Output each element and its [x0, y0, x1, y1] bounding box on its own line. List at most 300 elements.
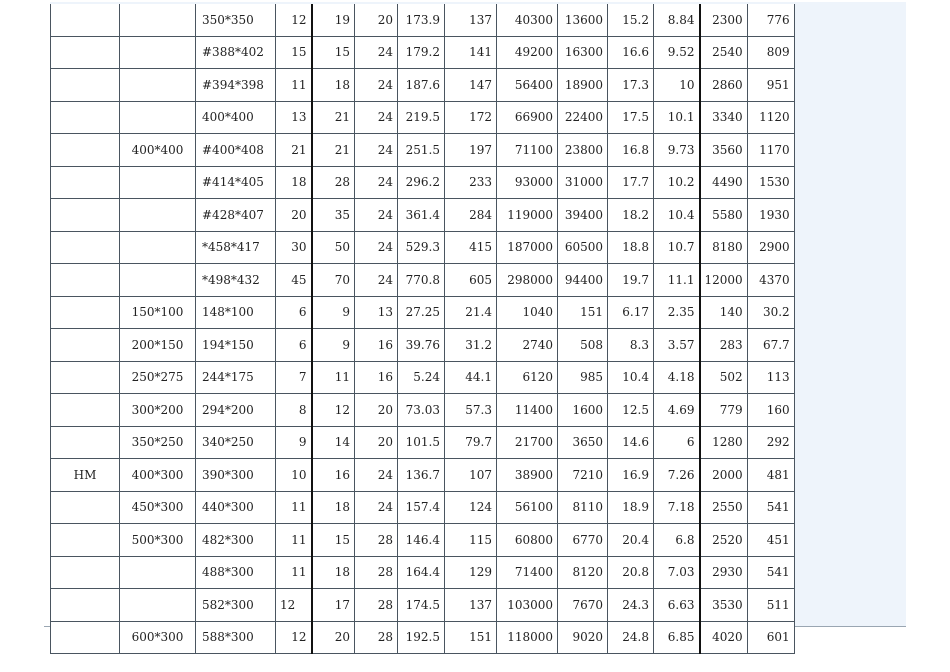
cell-iy: 8120	[558, 556, 608, 589]
cell-t2: 18	[312, 491, 355, 524]
cell-iy: 7670	[558, 589, 608, 622]
cell-ix: 103000	[497, 589, 558, 622]
cell-series	[51, 394, 120, 427]
cell-r: 16	[355, 361, 398, 394]
cell-weight: 141	[445, 36, 497, 69]
cell-weight: 172	[445, 101, 497, 134]
cell-rx: 18.2	[608, 199, 654, 232]
cell-zy: 1170	[747, 134, 794, 167]
cell-weight: 21.4	[445, 296, 497, 329]
cell-series	[51, 4, 120, 36]
cell-r: 24	[355, 134, 398, 167]
cell-rx: 16.6	[608, 36, 654, 69]
cell-nominal-size: 200*150	[120, 329, 196, 362]
cell-section-size: #414*405	[196, 166, 276, 199]
cell-t2: 15	[312, 36, 355, 69]
cell-zy: 541	[747, 556, 794, 589]
cell-t1: 11	[276, 491, 312, 524]
cell-section-size: 194*150	[196, 329, 276, 362]
cell-r: 28	[355, 589, 398, 622]
cell-t2: 9	[312, 296, 355, 329]
cell-zy: 776	[747, 4, 794, 36]
cell-weight: 31.2	[445, 329, 497, 362]
cell-zx: 2860	[700, 69, 748, 102]
cell-area: 157.4	[398, 491, 445, 524]
cell-series	[51, 621, 120, 654]
cell-ix: 1040	[497, 296, 558, 329]
cell-t1: 11	[276, 69, 312, 102]
table-row	[51, 491, 795, 524]
table-row	[51, 524, 795, 557]
cell-t1: 12	[276, 621, 312, 654]
cell-weight: 137	[445, 4, 497, 36]
cell-zy: 30.2	[747, 296, 794, 329]
cell-rx: 14.6	[608, 426, 654, 459]
cell-zx: 283	[700, 329, 748, 362]
cell-area: 73.03	[398, 394, 445, 427]
cell-nominal-size	[120, 4, 196, 36]
cell-zx: 1280	[700, 426, 748, 459]
cell-t2: 21	[312, 134, 355, 167]
table-row	[51, 101, 795, 134]
cell-r: 24	[355, 491, 398, 524]
cell-rx: 17.7	[608, 166, 654, 199]
cell-section-size: #388*402	[196, 36, 276, 69]
cell-iy: 1600	[558, 394, 608, 427]
cell-area: 39.76	[398, 329, 445, 362]
cell-iy: 7210	[558, 459, 608, 492]
cell-ry: 6	[654, 426, 700, 459]
cell-ry: 10.4	[654, 199, 700, 232]
cell-zy: 481	[747, 459, 794, 492]
cell-ry: 4.69	[654, 394, 700, 427]
cell-rx: 16.9	[608, 459, 654, 492]
cell-ix: 60800	[497, 524, 558, 557]
cell-ry: 10.2	[654, 166, 700, 199]
cell-ry: 10	[654, 69, 700, 102]
cell-rx: 20.4	[608, 524, 654, 557]
cell-t1: 6	[276, 329, 312, 362]
cell-area: 174.5	[398, 589, 445, 622]
cell-ry: 3.57	[654, 329, 700, 362]
cell-weight: 197	[445, 134, 497, 167]
cell-area: 136.7	[398, 459, 445, 492]
cell-rx: 16.8	[608, 134, 654, 167]
cell-t1: 9	[276, 426, 312, 459]
cell-series	[51, 231, 120, 264]
cell-ix: 11400	[497, 394, 558, 427]
cell-weight: 147	[445, 69, 497, 102]
cell-zx: 502	[700, 361, 748, 394]
cell-zx: 2930	[700, 556, 748, 589]
table-row	[51, 69, 795, 102]
cell-t1: 12	[276, 589, 312, 622]
cell-ry: 7.03	[654, 556, 700, 589]
cell-t2: 70	[312, 264, 355, 297]
cell-section-size: 400*400	[196, 101, 276, 134]
cell-t2: 16	[312, 459, 355, 492]
cell-t2: 15	[312, 524, 355, 557]
cell-ix: 118000	[497, 621, 558, 654]
cell-t2: 18	[312, 556, 355, 589]
cell-rx: 8.3	[608, 329, 654, 362]
cell-zx: 3560	[700, 134, 748, 167]
cell-t1: 11	[276, 556, 312, 589]
cell-r: 20	[355, 394, 398, 427]
cell-nominal-size	[120, 231, 196, 264]
cell-nominal-size: 300*200	[120, 394, 196, 427]
cell-weight: 107	[445, 459, 497, 492]
cell-section-size: 390*300	[196, 459, 276, 492]
cell-nominal-size	[120, 166, 196, 199]
cell-section-size: 588*300	[196, 621, 276, 654]
cell-t1: 7	[276, 361, 312, 394]
cell-t1: 11	[276, 524, 312, 557]
cell-zx: 12000	[700, 264, 748, 297]
cell-ry: 8.84	[654, 4, 700, 36]
cell-ix: 2740	[497, 329, 558, 362]
table-row	[51, 199, 795, 232]
cell-zy: 67.7	[747, 329, 794, 362]
cell-ry: 7.18	[654, 491, 700, 524]
cell-area: 101.5	[398, 426, 445, 459]
cell-nominal-size: 500*300	[120, 524, 196, 557]
cell-rx: 17.5	[608, 101, 654, 134]
table-row	[51, 394, 795, 427]
cell-section-size: #394*398	[196, 69, 276, 102]
cell-nominal-size	[120, 264, 196, 297]
cell-series	[51, 491, 120, 524]
cell-ix: 119000	[497, 199, 558, 232]
cell-section-size: 582*300	[196, 589, 276, 622]
cell-series: HM	[51, 459, 120, 492]
cell-ry: 4.18	[654, 361, 700, 394]
cell-t1: 6	[276, 296, 312, 329]
cell-ry: 10.7	[654, 231, 700, 264]
cell-iy: 151	[558, 296, 608, 329]
cell-rx: 12.5	[608, 394, 654, 427]
cell-zy: 601	[747, 621, 794, 654]
cell-nominal-size	[120, 556, 196, 589]
cell-rx: 17.3	[608, 69, 654, 102]
cell-zy: 1530	[747, 166, 794, 199]
cell-nominal-size	[120, 36, 196, 69]
cell-t1: 30	[276, 231, 312, 264]
cell-nominal-size: 400*300	[120, 459, 196, 492]
cell-ix: 21700	[497, 426, 558, 459]
cell-series	[51, 166, 120, 199]
cell-ix: 49200	[497, 36, 558, 69]
cell-t2: 18	[312, 69, 355, 102]
cell-area: 173.9	[398, 4, 445, 36]
cell-r: 24	[355, 166, 398, 199]
cell-ix: 56100	[497, 491, 558, 524]
cell-nominal-size: 250*275	[120, 361, 196, 394]
cell-zx: 3530	[700, 589, 748, 622]
cell-ry: 2.35	[654, 296, 700, 329]
cell-zy: 511	[747, 589, 794, 622]
cell-zy: 2900	[747, 231, 794, 264]
cell-zy: 1930	[747, 199, 794, 232]
cell-iy: 3650	[558, 426, 608, 459]
cell-t2: 20	[312, 621, 355, 654]
cell-zx: 3340	[700, 101, 748, 134]
cell-r: 24	[355, 36, 398, 69]
cell-nominal-size	[120, 199, 196, 232]
cell-iy: 18900	[558, 69, 608, 102]
cell-r: 20	[355, 426, 398, 459]
cell-zx: 4020	[700, 621, 748, 654]
table-row	[51, 329, 795, 362]
cell-zx: 8180	[700, 231, 748, 264]
cell-zy: 113	[747, 361, 794, 394]
cell-r: 24	[355, 264, 398, 297]
cell-iy: 23800	[558, 134, 608, 167]
cell-t2: 17	[312, 589, 355, 622]
table-row	[51, 589, 795, 622]
cell-t2: 28	[312, 166, 355, 199]
cell-weight: 137	[445, 589, 497, 622]
cell-t1: 45	[276, 264, 312, 297]
cell-ry: 10.1	[654, 101, 700, 134]
cell-zy: 951	[747, 69, 794, 102]
table-row	[51, 166, 795, 199]
cell-section-size: *498*432	[196, 264, 276, 297]
cell-r: 16	[355, 329, 398, 362]
cell-series	[51, 69, 120, 102]
cell-area: 164.4	[398, 556, 445, 589]
cell-nominal-size: 450*300	[120, 491, 196, 524]
cell-iy: 60500	[558, 231, 608, 264]
cell-series	[51, 36, 120, 69]
cell-zx: 5580	[700, 199, 748, 232]
cell-ry: 7.26	[654, 459, 700, 492]
table-row	[51, 361, 795, 394]
cell-t2: 50	[312, 231, 355, 264]
table-row	[51, 36, 795, 69]
cell-ry: 6.8	[654, 524, 700, 557]
cell-ix: 56400	[497, 69, 558, 102]
cell-section-size: #400*408	[196, 134, 276, 167]
cell-series	[51, 361, 120, 394]
cell-r: 13	[355, 296, 398, 329]
cell-weight: 605	[445, 264, 497, 297]
cell-r: 24	[355, 199, 398, 232]
cell-series	[51, 296, 120, 329]
cell-t1: 13	[276, 101, 312, 134]
cell-area: 296.2	[398, 166, 445, 199]
cell-iy: 6770	[558, 524, 608, 557]
cell-iy: 985	[558, 361, 608, 394]
cell-area: 529.3	[398, 231, 445, 264]
cell-r: 24	[355, 69, 398, 102]
cell-t2: 12	[312, 394, 355, 427]
cell-ix: 298000	[497, 264, 558, 297]
cell-weight: 284	[445, 199, 497, 232]
cell-series	[51, 589, 120, 622]
cell-ix: 6120	[497, 361, 558, 394]
cell-nominal-size	[120, 101, 196, 134]
table-row	[51, 264, 795, 297]
cell-rx: 18.9	[608, 491, 654, 524]
cell-section-size: 340*250	[196, 426, 276, 459]
cell-series	[51, 101, 120, 134]
cell-zx: 2300	[700, 4, 748, 36]
cell-t2: 14	[312, 426, 355, 459]
table-row	[51, 556, 795, 589]
cell-iy: 16300	[558, 36, 608, 69]
table-row	[51, 296, 795, 329]
cell-ry: 11.1	[654, 264, 700, 297]
cell-rx: 15.2	[608, 4, 654, 36]
cell-rx: 24.3	[608, 589, 654, 622]
cell-iy: 9020	[558, 621, 608, 654]
cell-zy: 1120	[747, 101, 794, 134]
cell-r: 28	[355, 556, 398, 589]
cell-zx: 2520	[700, 524, 748, 557]
cell-t2: 21	[312, 101, 355, 134]
cell-series	[51, 264, 120, 297]
cell-section-size: 244*175	[196, 361, 276, 394]
cell-area: 219.5	[398, 101, 445, 134]
cell-weight: 79.7	[445, 426, 497, 459]
cell-weight: 115	[445, 524, 497, 557]
cell-rx: 24.8	[608, 621, 654, 654]
cell-nominal-size: 150*100	[120, 296, 196, 329]
cell-rx: 20.8	[608, 556, 654, 589]
cell-ix: 66900	[497, 101, 558, 134]
cell-ix: 93000	[497, 166, 558, 199]
cell-ry: 9.52	[654, 36, 700, 69]
table-row	[51, 4, 795, 36]
cell-area: 179.2	[398, 36, 445, 69]
cell-section-size: *458*417	[196, 231, 276, 264]
cell-zy: 292	[747, 426, 794, 459]
cell-series	[51, 329, 120, 362]
cell-t1: 20	[276, 199, 312, 232]
cell-t1: 15	[276, 36, 312, 69]
cell-weight: 129	[445, 556, 497, 589]
cell-area: 770.8	[398, 264, 445, 297]
cell-iy: 508	[558, 329, 608, 362]
table-row	[51, 426, 795, 459]
cell-rx: 18.8	[608, 231, 654, 264]
cell-t1: 21	[276, 134, 312, 167]
cell-zy: 451	[747, 524, 794, 557]
cell-zy: 541	[747, 491, 794, 524]
cell-weight: 44.1	[445, 361, 497, 394]
table-row	[51, 134, 795, 167]
cell-section-size: 148*100	[196, 296, 276, 329]
cell-r: 28	[355, 524, 398, 557]
cell-weight: 415	[445, 231, 497, 264]
cell-weight: 151	[445, 621, 497, 654]
cell-series	[51, 199, 120, 232]
cell-zx: 140	[700, 296, 748, 329]
cell-r: 24	[355, 101, 398, 134]
cell-section-size: 294*200	[196, 394, 276, 427]
cell-iy: 31000	[558, 166, 608, 199]
cell-series	[51, 556, 120, 589]
cell-ix: 71100	[497, 134, 558, 167]
cell-section-size: 482*300	[196, 524, 276, 557]
cell-r: 24	[355, 459, 398, 492]
cell-ix: 187000	[497, 231, 558, 264]
cell-nominal-size: 600*300	[120, 621, 196, 654]
cell-r: 24	[355, 231, 398, 264]
cell-nominal-size	[120, 589, 196, 622]
cell-zy: 4370	[747, 264, 794, 297]
cell-section-size: 488*300	[196, 556, 276, 589]
cell-weight: 233	[445, 166, 497, 199]
cell-section-size: #428*407	[196, 199, 276, 232]
cell-rx: 10.4	[608, 361, 654, 394]
cell-weight: 57.3	[445, 394, 497, 427]
section-properties-table	[50, 4, 795, 654]
cell-area: 146.4	[398, 524, 445, 557]
cell-ry: 9.73	[654, 134, 700, 167]
cell-zx: 779	[700, 394, 748, 427]
cell-ix: 71400	[497, 556, 558, 589]
cell-area: 251.5	[398, 134, 445, 167]
cell-zx: 4490	[700, 166, 748, 199]
cell-ix: 40300	[497, 4, 558, 36]
cell-zy: 160	[747, 394, 794, 427]
cell-series	[51, 134, 120, 167]
cell-zy: 809	[747, 36, 794, 69]
cell-r: 28	[355, 621, 398, 654]
table-row	[51, 459, 795, 492]
cell-iy: 39400	[558, 199, 608, 232]
cell-ry: 6.63	[654, 589, 700, 622]
cell-area: 27.25	[398, 296, 445, 329]
cell-zx: 2000	[700, 459, 748, 492]
cell-r: 20	[355, 4, 398, 36]
cell-t2: 9	[312, 329, 355, 362]
cell-area: 5.24	[398, 361, 445, 394]
cell-nominal-size: 400*400	[120, 134, 196, 167]
cell-t1: 8	[276, 394, 312, 427]
cell-rx: 6.17	[608, 296, 654, 329]
cell-zx: 2550	[700, 491, 748, 524]
cell-series	[51, 524, 120, 557]
cell-rx: 19.7	[608, 264, 654, 297]
cell-t2: 35	[312, 199, 355, 232]
cell-iy: 22400	[558, 101, 608, 134]
cell-nominal-size	[120, 69, 196, 102]
cell-t1: 12	[276, 4, 312, 36]
cell-t2: 19	[312, 4, 355, 36]
cell-t1: 10	[276, 459, 312, 492]
table-row	[51, 621, 795, 654]
cell-ix: 38900	[497, 459, 558, 492]
table-row	[51, 231, 795, 264]
cell-area: 361.4	[398, 199, 445, 232]
cell-t1: 18	[276, 166, 312, 199]
cell-zx: 2540	[700, 36, 748, 69]
cell-area: 187.6	[398, 69, 445, 102]
cell-section-size: 350*350	[196, 4, 276, 36]
cell-t2: 11	[312, 361, 355, 394]
cell-iy: 94400	[558, 264, 608, 297]
cell-weight: 124	[445, 491, 497, 524]
cell-series	[51, 426, 120, 459]
cell-area: 192.5	[398, 621, 445, 654]
cell-iy: 13600	[558, 4, 608, 36]
cell-section-size: 440*300	[196, 491, 276, 524]
cell-iy: 8110	[558, 491, 608, 524]
cell-ry: 6.85	[654, 621, 700, 654]
